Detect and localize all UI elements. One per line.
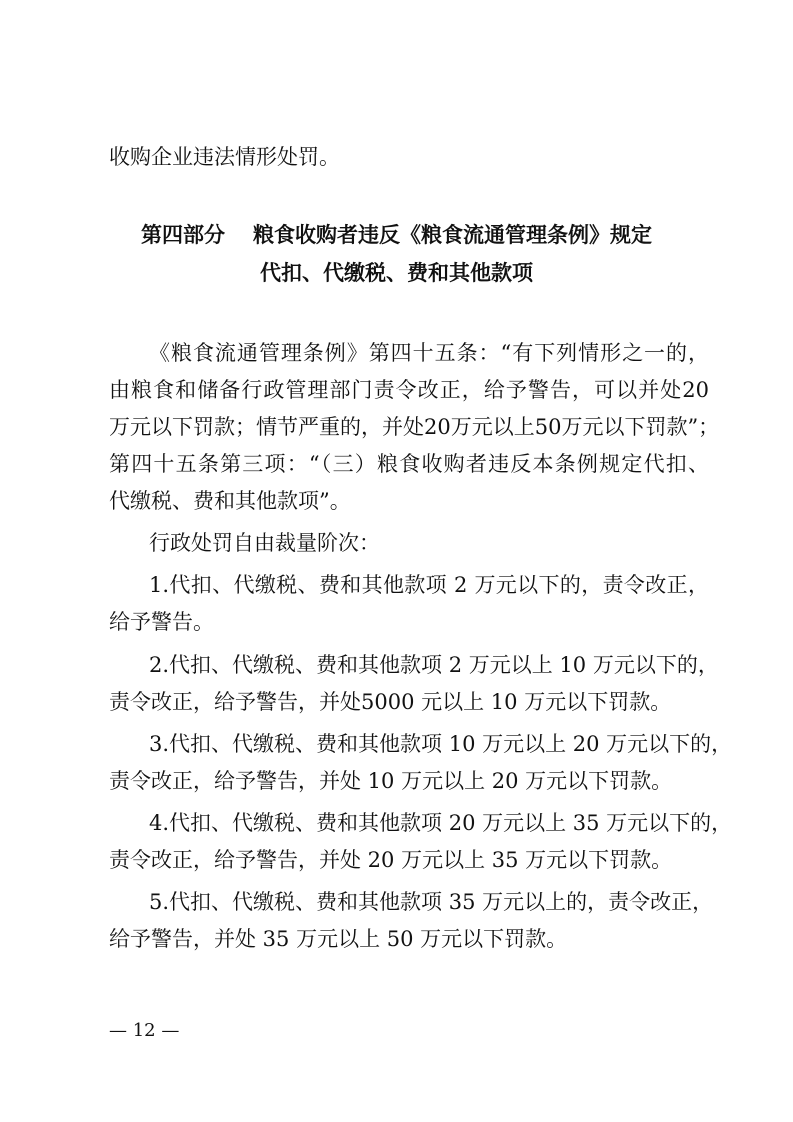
section-part-label: 第四部分 bbox=[141, 223, 225, 247]
article-line-3: 万元以下罚款；情节严重的，并处20万元以上50万元以下罚款”； bbox=[109, 415, 720, 439]
item-1-line-2: 给予警告。 bbox=[109, 610, 214, 634]
article-line-2: 由粮食和储备行政管理部门责令改正，给予警告，可以并处20 bbox=[109, 378, 709, 402]
article-line-4: 第四十五条第三项：“（三）粮食收购者违反本条例规定代扣、 bbox=[109, 452, 709, 476]
item-1-line-1: 1.代扣、代缴税、费和其他款项 2 万元以下的，责令改正， bbox=[149, 573, 709, 597]
section-heading-line-1 bbox=[0, 220, 793, 250]
item-4-line-2: 责令改正，给予警告，并处 20 万元以上 35 万元以下罚款。 bbox=[109, 848, 673, 872]
item-3-line-2: 责令改正，给予警告，并处 10 万元以上 20 万元以下罚款。 bbox=[109, 769, 673, 793]
opening-line: 收购企业违法情形处罚。 bbox=[109, 145, 340, 169]
discretion-title: 行政处罚自由裁量阶次： bbox=[149, 531, 380, 555]
page-number: — 12 — bbox=[109, 1020, 180, 1041]
section-title-line-1: 粮食收购者违反《粮食流通管理条例》规定 bbox=[253, 223, 652, 247]
section-title-line-2: 代扣、代缴税、费和其他款项 bbox=[260, 261, 533, 285]
item-5-line-2: 给予警告，并处 35 万元以上 50 万元以下罚款。 bbox=[109, 927, 568, 951]
article-line-1: 《粮食流通管理条例》第四十五条：“有下列情形之一的， bbox=[149, 341, 709, 365]
item-4-line-1: 4.代扣、代缴税、费和其他款项 20 万元以上 35 万元以下的， bbox=[149, 811, 733, 835]
article-line-5: 代缴税、费和其他款项”。 bbox=[109, 489, 351, 513]
item-2-line-2: 责令改正，给予警告，并处5000 元以上 10 万元以下罚款。 bbox=[109, 690, 672, 714]
item-5-line-1: 5.代扣、代缴税、费和其他款项 35 万元以上的，责令改正， bbox=[149, 890, 714, 914]
item-2-line-1: 2.代扣、代缴税、费和其他款项 2 万元以上 10 万元以下的， bbox=[149, 653, 719, 677]
item-3-line-1: 3.代扣、代缴税、费和其他款项 10 万元以上 20 万元以下的， bbox=[149, 732, 733, 756]
